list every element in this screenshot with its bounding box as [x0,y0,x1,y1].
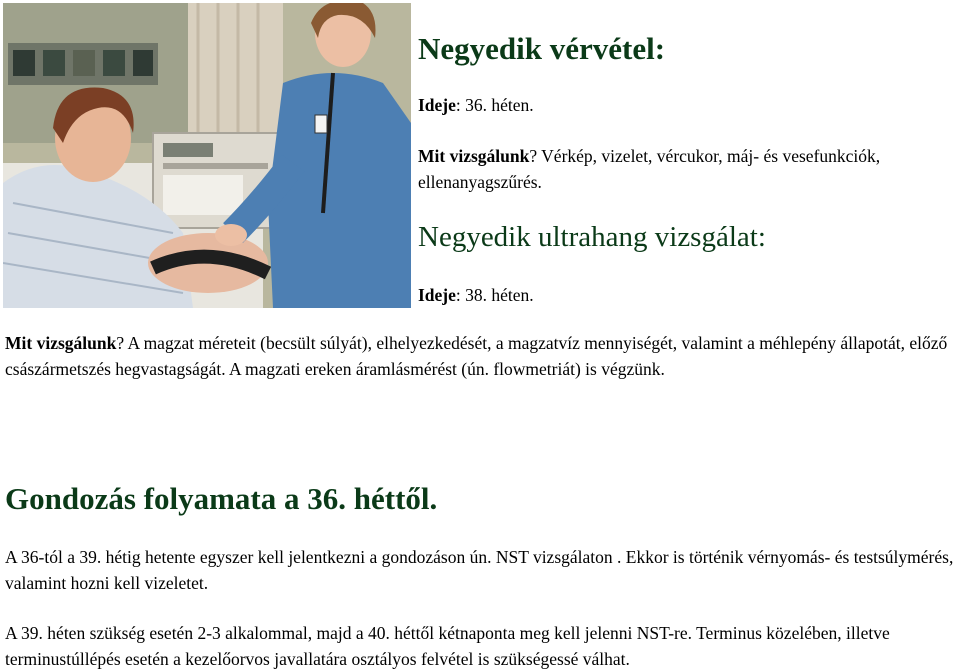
photo-prenatal-exam [3,3,411,308]
ultrasound-timing [418,282,938,308]
timing-label: Ideje [418,95,456,115]
ultrasound-tests [5,330,955,382]
timing-value: : 38. héten. [455,285,534,305]
tests-label: Mit vizsgálunk [5,333,117,353]
heading-fourth-blood-draw: Negyedik vérvétel: [418,31,666,66]
timing-label: Ideje [418,285,456,305]
blood-draw-timing [418,92,938,118]
heading-fourth-ultrasound: Negyedik ultrahang vizsgálat: [418,221,766,253]
care-paragraph-1: A 36-tól a 39. hétig hetente egyszer kell jelentkezni a gondozáson ún. NST vizsgálaton . Ekkor is történik vérnyomás- és testsúlymérés, valamint hozni kell vizeletet. [5,547,954,593]
photo-illustration [3,3,411,308]
tests-label: Mit vizsgálunk [418,146,530,166]
care-paragraph-2: A 39. héten szükség esetén 2-3 alkalommal, majd a 40. héttől kétnaponta meg kell jelenni NST-re. Terminus közelében, illetve terminustúllépés esetén a kezelőorvos javallatára osztályos felvétel is szükségessé válhat. [5,623,890,669]
heading-care-process: Gondozás folyamata a 36. héttől. [5,481,438,516]
timing-value: : 36. héten. [455,95,534,115]
tests-value: ? A magzat méreteit (becsült súlyát), elhelyezkedését, a magzatvíz mennyiségét, valamint a méhlepény állapotát, előző császármetszés hegvastagságát. A magzati ereken áramlásmérést (ún. flowmetriát) is végzünk. [5,333,948,379]
tests-value: ? Vérkép, vizelet, vércukor, máj- és vesefunkciók, ellenanyagszűrés. [418,146,881,192]
blood-draw-tests [418,143,888,195]
